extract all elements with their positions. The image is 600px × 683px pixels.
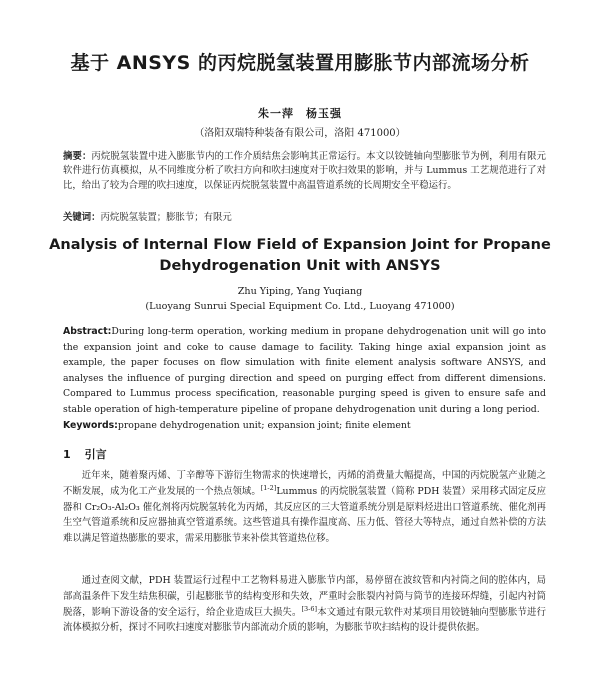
citation-3-6: [3-6] [301,604,318,613]
chinese-abstract-label: 摘要： [63,151,92,162]
chinese-keywords [63,209,546,223]
section-heading [63,446,107,462]
citation-1-2: [1-2] [260,483,277,492]
chinese-authors: 朱一萍 杨玉强 [258,107,342,120]
chinese-abstract [63,150,546,193]
english-abstract [63,324,546,418]
body-paragraph-2 [63,573,546,636]
chinese-keywords-text: 丙烷脱氢装置；膨胀节；有限元 [100,212,232,223]
section-number: 1 [63,448,71,461]
paragraph-2-text-a: 通过查阅文献，PDH 装置运行过程中工艺物料易进入膨胀节内部，易停留在波纹管和内衬筒之间的腔体内，局部高温条件下发生结焦积碳，引起膨胀节的结构变形和失效，严重时会胀裂内衬筒与筒节的连接环焊缝，引起内衬筒脱落，影响下游设备的安全运行，给企业造成巨大损失。 [63,575,546,618]
chinese-abstract-text: 丙烷脱氢装置中进入膨胀节内的工作介质结焦会影响其正常运行。本文以铰链轴向型膨胀节为例，利用有限元软件进行仿真模拟，从不同维度分析了吹扫方向和吹扫速度对于吹扫效果的影响，并与 Lummus 工艺规范进行了对比，给出了较为合理的吹扫速度，以保证丙烷脱氢装置中高温管道系统的长周期安全平稳运行。 [63,151,546,191]
chinese-affiliation: （洛阳双瑞特种装备有限公司，洛阳 471000） [194,128,406,139]
body-paragraph-1 [63,468,546,547]
english-authors: Zhu Yiping, Yang Yuqiang [237,286,363,297]
section-title: 引言 [84,448,107,461]
chinese-keywords-label: 关键词： [63,212,101,223]
chinese-title: 基于 ANSYS 的丙烷脱氢装置用膨胀节内部流场分析 [70,52,530,74]
paragraph-2-text-b: 本文通过有限元软件对某项目用铰链轴向型膨胀节进行流体模拟分析，探讨不同吹扫速度对膨胀节内部流动介质的影响，为膨胀节吹扫结构的设计提供依据。 [63,606,546,634]
english-abstract-text: During long-term operation, working medium in propane dehydrogenation unit will go into the expansion joint and coke to cause damage to facility. Taking hinge axial expansion joint as example, the paper focuses on flow simulation with finite element analysis software ANSYS, and analyses the influence of purging direction and speed on purging effect from different dimensions. Compared to Lummus process specification, reasonable purging speed is given to ensure safe and stable operation of high-temperature pipeline of propane dehydrogenation unit during a long period. [63,326,546,415]
paragraph-1-text-b: Lummus 的丙烷脱氢装置（简称 PDH 装置）采用移式固定反应器和 Cr₂O₃-Al₂O₃ 催化剂将丙烷脱氢转化为丙烯，其反应区的三大管道系统分别是原料烃进出口管道系统、催化剂再生空气管道系统和反应器抽真空管道系统。这些管道具有操作温度高、压力低、管径大等特点，通过自然补偿的方法难以满足管道热膨胀的要求，需采用膨胀节来补偿其管道热位移。 [63,485,546,545]
english-abstract-label: Abstract: [63,326,112,337]
paragraph-1-text-a: 近年来，随着聚丙烯、丁辛醇等下游衍生物需求的快速增长，丙烯的消费量大幅提高，中国的丙烷脱氢产业随之不断发展，成为化工产业发展的一个热点领域。 [63,470,546,497]
english-affiliation: (Luoyang Sunrui Special Equipment Co. Ltd., Luoyang 471000) [145,301,455,312]
english-keywords-text: propane dehydrogenation unit; expansion joint; finite element [117,420,411,431]
english-keywords-label: Keywords: [63,420,118,431]
english-title: Analysis of Internal Flow Field of Expansion Joint for Propane Dehydrogenation Unit with ANSYS [49,237,551,274]
english-keywords [63,420,546,431]
